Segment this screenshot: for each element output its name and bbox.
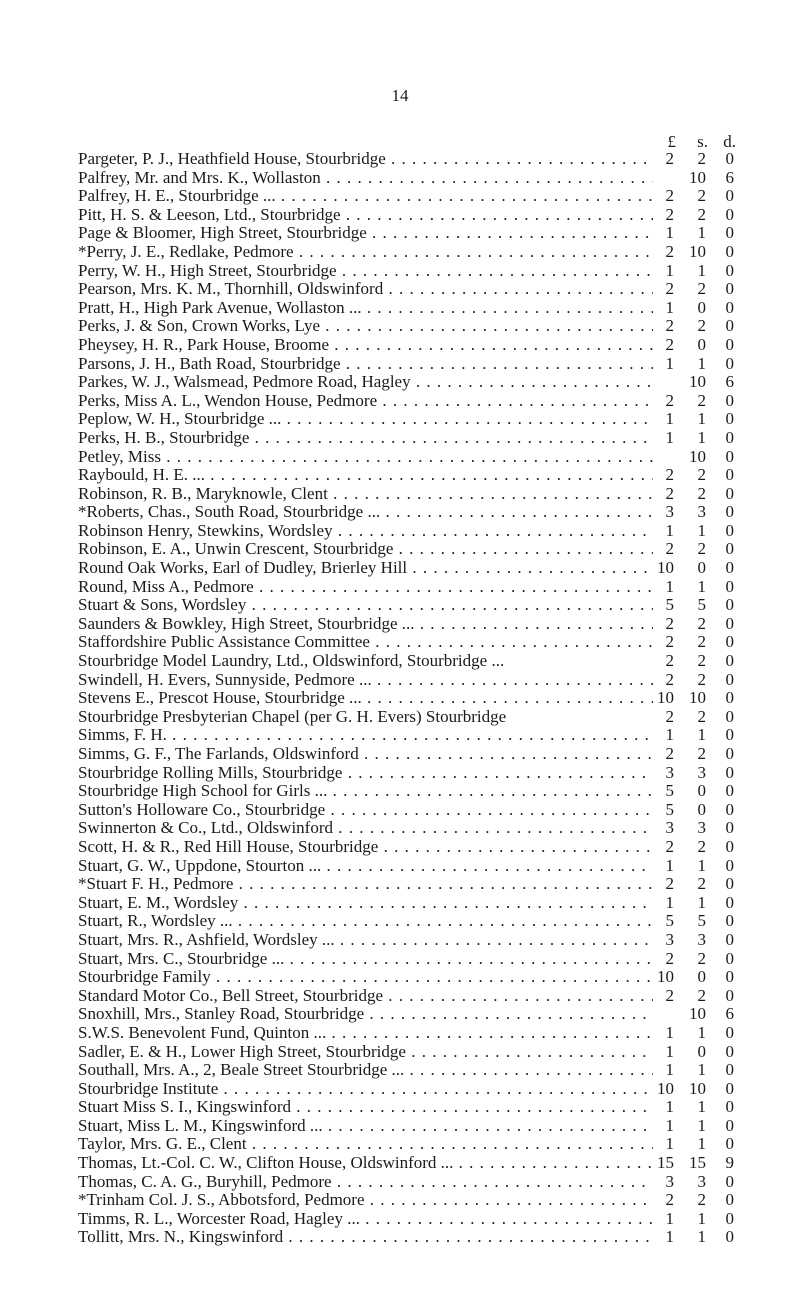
pounds-amount: 3 <box>665 1171 674 1191</box>
subscriber-name: *Trinham Col. J. S., Abbotsford, Pedmore . . . <box>78 1191 653 1210</box>
shillings-amount: 10 <box>689 372 706 392</box>
shillings-amount: 1 <box>697 725 706 745</box>
pounds-amount: 2 <box>665 279 674 299</box>
shillings-amount: 2 <box>697 279 706 299</box>
subscriber-name: Sutton's Holloware Co., Stourbridge . . . <box>78 801 653 820</box>
pounds-amount: 10 <box>657 558 674 578</box>
pence-amount: 0 <box>725 669 734 689</box>
subscriber-name: Pheysey, H. R., Park House, Broome . . . <box>78 336 653 355</box>
pence-amount: 0 <box>725 539 734 559</box>
subscriber-name: Stuart, G. W., Uppdone, Stourton ... . . . <box>78 857 653 876</box>
shillings-amount: 3 <box>697 929 706 949</box>
list-item <box>78 801 758 820</box>
pence-amount: 0 <box>725 483 734 503</box>
shillings-amount: 1 <box>697 892 706 912</box>
shillings-amount: 1 <box>697 260 706 280</box>
subscriber-name: Stuart, Miss L. M., Kingswinford ... . . . <box>78 1117 653 1136</box>
subscriber-name: Page & Bloomer, High Street, Stourbridge . . . <box>78 224 653 243</box>
pounds-amount: 3 <box>665 818 674 838</box>
list-item <box>78 1024 758 1043</box>
shillings-amount: 2 <box>697 483 706 503</box>
subscriber-name: Stourbridge Family . . . <box>78 968 653 987</box>
pence-amount: 0 <box>725 1208 734 1228</box>
pounds-amount: 2 <box>665 1190 674 1210</box>
pence-amount: 0 <box>725 1227 734 1247</box>
shillings-amount: 2 <box>697 204 706 224</box>
shillings-amount: 10 <box>689 241 706 261</box>
subscriber-name: Saunders & Bowkley, High Street, Stourbridge ... . . . <box>78 615 653 634</box>
pence-amount: 0 <box>725 781 734 801</box>
subscriber-name: Pitt, H. S. & Leeson, Ltd., Stourbridge . . . <box>78 206 653 225</box>
list-item <box>78 968 758 987</box>
shillings-amount: 10 <box>689 1078 706 1098</box>
pounds-amount: 2 <box>665 874 674 894</box>
shillings-header: s. <box>697 132 708 151</box>
subscriber-name: Pargeter, P. J., Heathfield House, Stourbridge . . . <box>78 150 653 169</box>
shillings-amount: 2 <box>697 613 706 633</box>
shillings-amount: 0 <box>697 967 706 987</box>
list-item <box>78 633 758 652</box>
subscriber-name: Perks, H. B., Stourbridge . . . <box>78 429 653 448</box>
page-number: 14 <box>391 86 409 105</box>
list-item <box>78 485 758 504</box>
shillings-amount: 1 <box>697 1115 706 1135</box>
subscriber-name: Simms, G. F., The Farlands, Oldswinford . . . <box>78 745 653 764</box>
pounds-amount: 1 <box>665 1227 674 1247</box>
pounds-amount: 1 <box>665 855 674 875</box>
shillings-amount: 0 <box>697 297 706 317</box>
pence-amount: 0 <box>725 706 734 726</box>
pounds-amount: 1 <box>665 1208 674 1228</box>
list-item <box>78 429 758 448</box>
subscriber-name: Thomas, Lt.-Col. C. W., Clifton House, Oldswinford ... . . . <box>78 1154 653 1173</box>
subscriber-name: Sadler, E. & H., Lower High Street, Stourbridge . . . <box>78 1043 653 1062</box>
shillings-amount: 3 <box>697 762 706 782</box>
pence-amount: 0 <box>725 316 734 336</box>
pence-amount: 6 <box>725 372 734 392</box>
subscriber-name: Taylor, Mrs. G. E., Clent . . . <box>78 1135 653 1154</box>
list-item <box>78 819 758 838</box>
pence-amount: 0 <box>725 502 734 522</box>
list-item <box>78 187 758 206</box>
subscriber-name: Stuart, Mrs. C., Stourbridge ... . . . <box>78 950 653 969</box>
shillings-amount: 1 <box>697 1097 706 1117</box>
pence-amount: 0 <box>725 855 734 875</box>
shillings-amount: 1 <box>697 223 706 243</box>
pence-amount: 0 <box>725 390 734 410</box>
pounds-amount: 2 <box>665 483 674 503</box>
pounds-amount: 10 <box>657 1078 674 1098</box>
pounds-amount: 1 <box>665 1134 674 1154</box>
pounds-amount: 1 <box>665 427 674 447</box>
list-item <box>78 1210 758 1229</box>
shillings-amount: 10 <box>689 1004 706 1024</box>
pence-amount: 0 <box>725 353 734 373</box>
pounds-amount: 1 <box>665 1022 674 1042</box>
pounds-amount: 3 <box>665 929 674 949</box>
list-item <box>78 410 758 429</box>
shillings-amount: 5 <box>697 595 706 615</box>
subscriber-name: Palfrey, Mr. and Mrs. K., Wollaston . . . <box>78 169 653 188</box>
shillings-amount: 1 <box>697 520 706 540</box>
shillings-amount: 0 <box>697 799 706 819</box>
shillings-amount: 2 <box>697 632 706 652</box>
pence-amount: 0 <box>725 465 734 485</box>
shillings-amount: 1 <box>697 1022 706 1042</box>
list-item <box>78 262 758 281</box>
shillings-amount: 1 <box>697 1227 706 1247</box>
list-item <box>78 448 758 467</box>
list-item <box>78 1135 758 1154</box>
pence-amount: 0 <box>725 836 734 856</box>
pence-amount: 0 <box>725 799 734 819</box>
subscriber-name: Simms, F. H. . . . <box>78 726 653 745</box>
subscriber-name: Timms, R. L., Worcester Road, Hagley ... . . . <box>78 1210 653 1229</box>
pounds-amount: 15 <box>657 1153 674 1173</box>
pounds-amount: 1 <box>665 576 674 596</box>
pence-amount: 0 <box>725 1115 734 1135</box>
list-item <box>78 1228 758 1247</box>
subscriber-name: Petley, Miss . . . <box>78 448 653 467</box>
shillings-amount: 2 <box>697 149 706 168</box>
shillings-amount: 10 <box>689 167 706 187</box>
pounds-amount: 2 <box>665 316 674 336</box>
list-item <box>78 317 758 336</box>
subscriber-name: Palfrey, H. E., Stourbridge ... . . . <box>78 187 653 206</box>
pounds-amount: 10 <box>657 967 674 987</box>
pounds-amount: 2 <box>665 539 674 559</box>
pounds-amount: 1 <box>665 1041 674 1061</box>
list-item <box>78 1080 758 1099</box>
shillings-amount: 2 <box>697 874 706 894</box>
list-item <box>78 243 758 262</box>
pounds-amount: 2 <box>665 836 674 856</box>
subscriber-name: Stourbridge Institute . . . <box>78 1080 653 1099</box>
shillings-amount: 1 <box>697 1208 706 1228</box>
subscriber-name: Swinnerton & Co., Ltd., Oldswinford . . . <box>78 819 653 838</box>
subscriber-name: Scott, H. & R., Red Hill House, Stourbridge . . . <box>78 838 653 857</box>
subscriber-name: Robinson, E. A., Unwin Crescent, Stourbridge . . . <box>78 540 653 559</box>
subscriber-name: Standard Motor Co., Bell Street, Stourbridge . . . <box>78 987 653 1006</box>
pounds-amount: 1 <box>665 353 674 373</box>
pence-amount: 0 <box>725 223 734 243</box>
list-item <box>78 1043 758 1062</box>
pounds-amount: 2 <box>665 613 674 633</box>
subscriber-name: Stourbridge High School for Girls ... . . . <box>78 782 653 801</box>
pounds-amount: 2 <box>665 706 674 726</box>
pounds-amount: 1 <box>665 1060 674 1080</box>
pence-amount: 0 <box>725 409 734 429</box>
pence-amount: 0 <box>725 651 734 671</box>
subscriber-name: Thomas, C. A. G., Buryhill, Pedmore . . . <box>78 1173 653 1192</box>
pence-amount: 0 <box>725 1097 734 1117</box>
shillings-amount: 2 <box>697 539 706 559</box>
list-item <box>78 689 758 708</box>
pence-amount: 0 <box>725 929 734 949</box>
pounds-amount: 2 <box>665 651 674 671</box>
subscriber-name: Perks, J. & Son, Crown Works, Lye . . . <box>78 317 653 336</box>
subscriber-name: Stourbridge Rolling Mills, Stourbridge . . . <box>78 764 653 783</box>
pounds-amount: 10 <box>657 688 674 708</box>
pence-amount: 0 <box>725 241 734 261</box>
subscriber-name: S.W.S. Benevolent Fund, Quinton ... . . . <box>78 1024 653 1043</box>
list-item <box>78 894 758 913</box>
pence-amount: 0 <box>725 874 734 894</box>
pence-amount: 0 <box>725 1041 734 1061</box>
list-item <box>78 336 758 355</box>
pence-amount: 0 <box>725 892 734 912</box>
list-item <box>78 857 758 876</box>
pounds-amount: 2 <box>665 669 674 689</box>
subscriber-name: Perry, W. H., High Street, Stourbridge . . . <box>78 262 653 281</box>
subscriber-name: Round, Miss A., Pedmore . . . <box>78 578 653 597</box>
pence-amount: 0 <box>725 334 734 354</box>
pence-amount: 0 <box>725 911 734 931</box>
list-item <box>78 1098 758 1117</box>
pounds-amount: 1 <box>665 892 674 912</box>
shillings-amount: 2 <box>697 706 706 726</box>
list-item <box>78 150 758 169</box>
shillings-amount: 1 <box>697 855 706 875</box>
pence-amount: 0 <box>725 186 734 206</box>
subscriber-name: *Perry, J. E., Redlake, Pedmore . . . <box>78 243 653 262</box>
list-item <box>78 931 758 950</box>
list-item <box>78 912 758 931</box>
pounds-amount: 2 <box>665 390 674 410</box>
list-item <box>78 355 758 374</box>
pence-amount: 0 <box>725 279 734 299</box>
shillings-amount: 3 <box>697 818 706 838</box>
pounds-amount: 1 <box>665 260 674 280</box>
list-item <box>78 1191 758 1210</box>
pence-amount: 0 <box>725 260 734 280</box>
pence-amount: 0 <box>725 1171 734 1191</box>
subscriber-name: Robinson, R. B., Maryknowle, Clent . . . <box>78 485 653 504</box>
list-item <box>78 1173 758 1192</box>
shillings-amount: 1 <box>697 1134 706 1154</box>
list-item <box>78 764 758 783</box>
list-item <box>78 503 758 522</box>
list-item <box>78 745 758 764</box>
pence-amount: 0 <box>725 446 734 466</box>
pounds-amount: 1 <box>665 409 674 429</box>
subscriber-name: Stevens E., Prescot House, Stourbridge ... . . . <box>78 689 653 708</box>
list-item <box>78 1154 758 1173</box>
shillings-amount: 3 <box>697 502 706 522</box>
pence-amount: 0 <box>725 1190 734 1210</box>
shillings-amount: 2 <box>697 651 706 671</box>
pence-amount: 0 <box>725 520 734 540</box>
pence-amount: 0 <box>725 688 734 708</box>
shillings-amount: 5 <box>697 911 706 931</box>
list-item <box>78 1005 758 1024</box>
subscriber-name: Snoxhill, Mrs., Stanley Road, Stourbridge . . . <box>78 1005 653 1024</box>
shillings-amount: 1 <box>697 353 706 373</box>
pounds-amount: 3 <box>665 762 674 782</box>
subscriber-name: Pearson, Mrs. K. M., Thornhill, Oldswinford . . . <box>78 280 653 299</box>
pence-amount: 9 <box>725 1153 734 1173</box>
shillings-amount: 2 <box>697 316 706 336</box>
pounds-amount: 1 <box>665 297 674 317</box>
subscriber-name: Staffordshire Public Assistance Committee . . . <box>78 633 653 652</box>
pence-amount: 6 <box>725 1004 734 1024</box>
pence-amount: 0 <box>725 985 734 1005</box>
subscriber-name: Stuart, E. M., Wordsley . . . <box>78 894 653 913</box>
pounds-amount: 2 <box>665 632 674 652</box>
pence-amount: 0 <box>725 632 734 652</box>
list-item <box>78 559 758 578</box>
list-item <box>78 615 758 634</box>
pounds-amount: 2 <box>665 465 674 485</box>
pounds-amount: 1 <box>665 725 674 745</box>
subscriber-name: Parsons, J. H., Bath Road, Stourbridge . . . <box>78 355 653 374</box>
shillings-amount: 3 <box>697 1171 706 1191</box>
pounds-amount: 2 <box>665 948 674 968</box>
shillings-amount: 2 <box>697 985 706 1005</box>
subscriber-name: Stuart, R., Wordsley ... . . . <box>78 912 653 931</box>
shillings-amount: 0 <box>697 1041 706 1061</box>
list-item <box>78 169 758 188</box>
list-item <box>78 950 758 969</box>
pence-amount: 0 <box>725 595 734 615</box>
shillings-amount: 2 <box>697 186 706 206</box>
subscriber-name: Tollitt, Mrs. N., Kingswinford . . . <box>78 1228 653 1247</box>
subscriber-name: Stuart & Sons, Wordsley . . . <box>78 596 653 615</box>
shillings-amount: 2 <box>697 744 706 763</box>
shillings-amount: 0 <box>697 781 706 801</box>
pence-header: d. <box>723 132 736 151</box>
subscriber-name: Pratt, H., High Park Avenue, Wollaston ... . . . <box>78 299 653 318</box>
pounds-amount: 2 <box>665 204 674 224</box>
subscriber-name: Stuart Miss S. I., Kingswinford . . . <box>78 1098 653 1117</box>
pounds-amount: 1 <box>665 1115 674 1135</box>
subscriber-name: Raybould, H. E. ... . . . <box>78 466 653 485</box>
pence-amount: 0 <box>725 1134 734 1154</box>
pounds-amount: 5 <box>665 595 674 615</box>
subscriber-name: Swindell, H. Evers, Sunnyside, Pedmore ... . . . <box>78 671 653 690</box>
subscriber-name: Peplow, W. H., Stourbridge ... . . . <box>78 410 653 429</box>
subscriber-name: Robinson Henry, Stewkins, Wordsley . . . <box>78 522 653 541</box>
list-item <box>78 671 758 690</box>
subscriber-name: Stuart, Mrs. R., Ashfield, Wordsley ... . . . <box>78 931 653 950</box>
pence-amount: 0 <box>725 204 734 224</box>
list-item <box>78 578 758 597</box>
pounds-amount: 3 <box>665 502 674 522</box>
pence-amount: 0 <box>725 149 734 168</box>
shillings-amount: 0 <box>697 558 706 578</box>
pounds-header: £ <box>667 132 676 151</box>
pounds-amount: 2 <box>665 744 674 763</box>
list-item <box>78 522 758 541</box>
subscriber-name: *Stuart F. H., Pedmore . . . <box>78 875 653 894</box>
subscriber-name: Perks, Miss A. L., Wendon House, Pedmore . . . <box>78 392 653 411</box>
pence-amount: 0 <box>725 744 734 763</box>
pence-amount: 6 <box>725 167 734 187</box>
subscriber-name: Southall, Mrs. A., 2, Beale Street Stourbridge ... . . . <box>78 1061 653 1080</box>
shillings-amount: 1 <box>697 427 706 447</box>
list-item <box>78 987 758 1006</box>
pence-amount: 0 <box>725 1022 734 1042</box>
column-headers <box>0 132 800 152</box>
list-item <box>78 206 758 225</box>
subscriber-name: Stourbridge Presbyterian Chapel (per G. H. Evers) Stourbridge <box>78 707 507 726</box>
list-item <box>78 224 758 243</box>
list-item <box>78 540 758 559</box>
list-item <box>78 392 758 411</box>
list-item <box>78 726 758 745</box>
list-item <box>78 596 758 615</box>
pounds-amount: 1 <box>665 223 674 243</box>
pence-amount: 0 <box>725 818 734 838</box>
pounds-amount: 1 <box>665 1097 674 1117</box>
list-item <box>78 782 758 801</box>
shillings-amount: 10 <box>689 446 706 466</box>
shillings-amount: 1 <box>697 1060 706 1080</box>
list-item <box>78 373 758 392</box>
shillings-amount: 2 <box>697 836 706 856</box>
pence-amount: 0 <box>725 725 734 745</box>
list-item <box>78 466 758 485</box>
shillings-amount: 10 <box>689 688 706 708</box>
shillings-amount: 0 <box>697 334 706 354</box>
pence-amount: 0 <box>725 948 734 968</box>
subscriber-list <box>78 150 758 1247</box>
shillings-amount: 2 <box>697 465 706 485</box>
list-item <box>78 1061 758 1080</box>
pounds-amount: 2 <box>665 985 674 1005</box>
subscriber-name: *Roberts, Chas., South Road, Stourbridge ... . . . <box>78 503 653 522</box>
pounds-amount: 2 <box>665 186 674 206</box>
list-item <box>78 708 758 727</box>
pence-amount: 0 <box>725 558 734 578</box>
shillings-amount: 1 <box>697 409 706 429</box>
shillings-amount: 2 <box>697 390 706 410</box>
shillings-amount: 2 <box>697 948 706 968</box>
list-item <box>78 838 758 857</box>
pounds-amount: 2 <box>665 334 674 354</box>
pounds-amount: 1 <box>665 520 674 540</box>
shillings-amount: 2 <box>697 669 706 689</box>
list-item <box>78 299 758 318</box>
list-item <box>78 652 758 671</box>
pounds-amount: 5 <box>665 799 674 819</box>
shillings-amount: 1 <box>697 576 706 596</box>
pence-amount: 0 <box>725 967 734 987</box>
pence-amount: 0 <box>725 1078 734 1098</box>
pence-amount: 0 <box>725 613 734 633</box>
pounds-amount: 2 <box>665 149 674 168</box>
list-item <box>78 875 758 894</box>
pounds-amount: 2 <box>665 241 674 261</box>
shillings-amount: 15 <box>689 1153 706 1173</box>
list-item <box>78 1117 758 1136</box>
list-item <box>78 280 758 299</box>
pence-amount: 0 <box>725 576 734 596</box>
subscriber-name: Parkes, W. J., Walsmead, Pedmore Road, Hagley . . . <box>78 373 653 392</box>
pence-amount: 0 <box>725 1060 734 1080</box>
subscriber-name: Stourbridge Model Laundry, Ltd., Oldswinford, Stourbridge ... <box>78 652 505 671</box>
shillings-amount: 2 <box>697 1190 706 1210</box>
pence-amount: 0 <box>725 297 734 317</box>
pence-amount: 0 <box>725 427 734 447</box>
subscriber-name: Round Oak Works, Earl of Dudley, Brierley Hill . . . <box>78 559 653 578</box>
pounds-amount: 5 <box>665 911 674 931</box>
pence-amount: 0 <box>725 762 734 782</box>
pounds-amount: 5 <box>665 781 674 801</box>
